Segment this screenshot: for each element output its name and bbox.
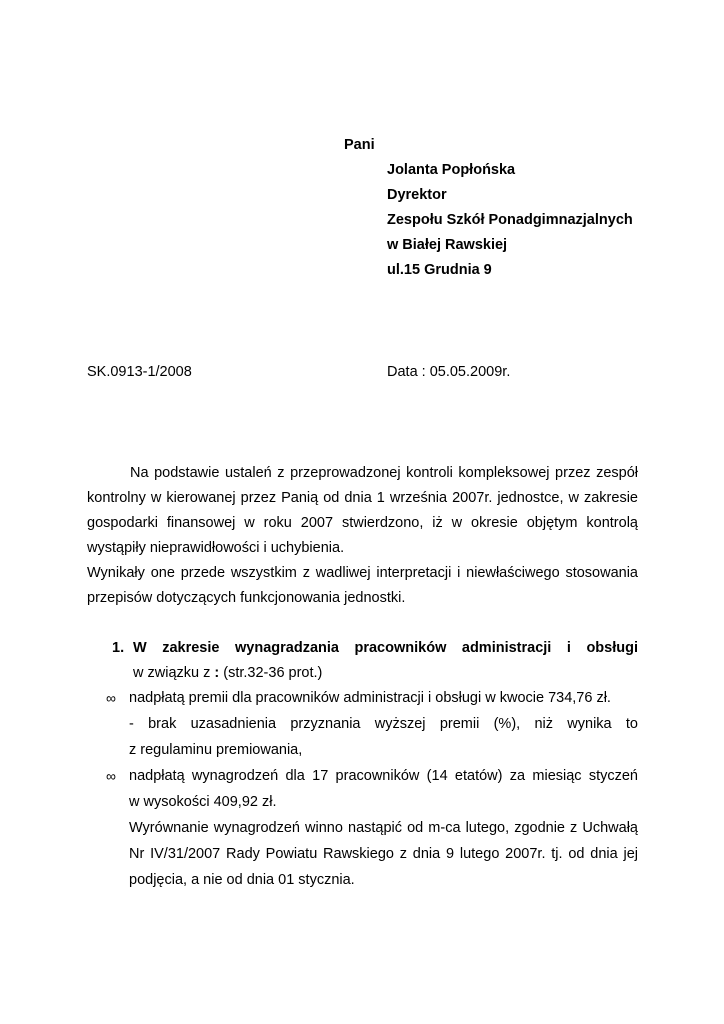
intro-line: gospodarki finansowej w roku 2007 stwierdzono, iż w okresie objętym kontrolą: [87, 515, 638, 531]
intro-line: kontrolny w kierowanej przez Panią od dnia 1 września 2007r. jednostce, w zakresie: [87, 490, 638, 506]
recipient-town: w Białej Rawskiej: [387, 237, 508, 253]
document-date: Data : 05.05.2009r.: [387, 364, 511, 380]
note-line: Nr IV/31/2007 Rady Powiatu Rawskiego z dnia 9 lutego 2007r. tj. od dnia jej: [129, 846, 638, 862]
bullet-1-subline: z regulaminu premiowania,: [129, 742, 303, 758]
intro-line: Wynikały one przede wszystkim z wadliwej interpretacji i niewłaściwego stosowania: [87, 565, 638, 581]
recipient-institution: Zespołu Szkół Ponadgimnazjalnych: [387, 212, 633, 228]
bullet-1-text: nadpłatą premii dla pracowników administracji i obsługi w kwocie 734,76 zł.: [129, 690, 611, 706]
section-number: 1.: [112, 640, 125, 656]
bullet-1-subline: - brak uzasadnienia przyznania wyższej premii (%), niż wynika to: [129, 716, 638, 732]
recipient-name: Jolanta Popłońska: [387, 162, 516, 178]
note-line: Wyrównanie wynagrodzeń winno nastąpić od m-ca lutego, zgodnie z Uchwałą: [129, 820, 638, 836]
section-heading: W zakresie wynagradzania pracowników administracji i obsługi: [133, 640, 638, 656]
bullet-2-text: nadpłatą wynagrodzeń dla 17 pracowników (14 etatów) za miesiąc styczeń: [129, 768, 638, 784]
intro-line: Na podstawie ustaleń z przeprowadzonej kontroli kompleksowej przez zespół: [130, 465, 638, 481]
note-line: podjęcia, a nie od dnia 01 stycznia.: [129, 872, 355, 888]
case-number: SK.0913-1/2008: [87, 364, 192, 380]
intro-line: wystąpiły nieprawidłowości i uchybienia.: [87, 540, 345, 556]
section-context-suffix: (str.32-36 prot.): [219, 665, 323, 681]
bullet-2-text: w wysokości 409,92 zł.: [129, 794, 277, 810]
infinity-bullet-icon: ∞: [106, 768, 116, 784]
recipient-salutation: Pani: [344, 137, 375, 153]
section-context-colon: :: [214, 665, 220, 681]
intro-line: przepisów dotyczących funkcjonowania jednostki.: [87, 590, 406, 606]
recipient-position: Dyrektor: [387, 187, 447, 203]
section-context: [133, 665, 322, 681]
recipient-street: ul.15 Grudnia 9: [387, 262, 492, 278]
section-context-prefix: w związku z: [133, 665, 215, 681]
infinity-bullet-icon: ∞: [106, 690, 116, 706]
